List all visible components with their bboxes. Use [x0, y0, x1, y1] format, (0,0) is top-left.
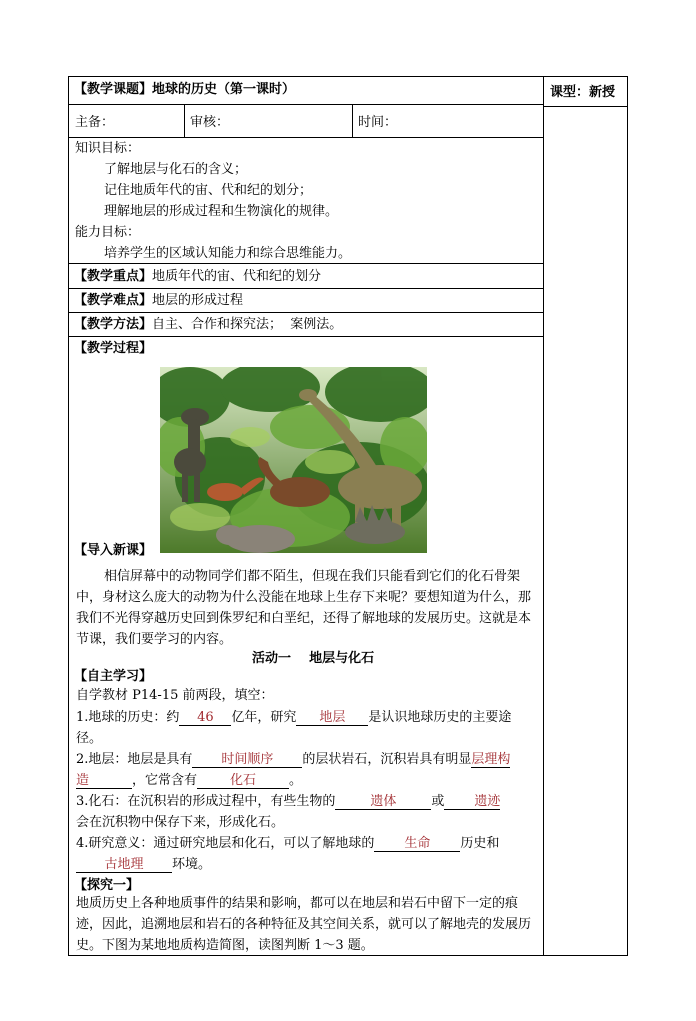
difficult-point-label: 【教学难点】 — [74, 293, 153, 308]
side-column-divider — [543, 76, 544, 956]
difficult-point-value: 地层的形成过程 — [152, 293, 244, 308]
difficult-point — [74, 292, 243, 309]
self-study-label: 【自主学习】 — [74, 669, 153, 684]
q4-text-a: 4.研究意义：通过研究地层和化石，可以了解地球的 — [76, 836, 375, 851]
row-divider — [68, 137, 544, 138]
row-divider — [68, 312, 544, 313]
lesson-title — [74, 81, 295, 98]
time-field: 时间： — [358, 115, 398, 130]
question-4 — [76, 835, 499, 852]
q3-blank-2: 遗迹 — [444, 795, 500, 810]
q2-text-c: ，它常含有 — [132, 773, 198, 788]
q2-blank-1: 时间顺序 — [192, 753, 302, 768]
method-label: 【教学方法】 — [74, 317, 153, 332]
reviewer-field: 审核： — [190, 115, 230, 130]
side-row-divider — [543, 106, 627, 107]
knowledge-item: 记住地质年代的宙、代和纪的划分； — [104, 183, 313, 198]
q2-text-b: 的层状岩石，沉积岩具有明显 — [302, 752, 472, 767]
question-4-wrap — [76, 856, 211, 873]
ability-heading: 能力目标： — [75, 225, 141, 240]
question-1 — [76, 709, 511, 726]
knowledge-item: 理解地层的形成过程和生物演化的规律。 — [104, 204, 339, 219]
preparer-field: 主备： — [75, 115, 115, 130]
question-3 — [76, 793, 500, 810]
intro-paragraph: 相信屏幕中的动物同学们都不陌生，但现在我们只能看到它们的化石骨架中，身材这么庞大的动物为什么没能在地球上生存下来呢？要想知道为什么，那我们不光得穿越历史回到侏罗纪和白垩纪，还得了解地球的发展历史。这就是本节课，我们要学习的内容。 — [76, 569, 532, 647]
knowledge-heading: 知识目标： — [75, 141, 141, 156]
knowledge-item: 了解地层与化石的含义； — [104, 162, 248, 177]
title-label: 【教学课题】 — [74, 82, 153, 97]
key-point-value: 地质年代的宙、代和纪的划分 — [152, 269, 322, 284]
table-border-left — [68, 76, 69, 956]
row-divider — [68, 263, 544, 264]
cell-divider — [184, 104, 185, 138]
teaching-method — [74, 316, 342, 333]
row-divider — [68, 288, 544, 289]
self-study-instruction: 自学教材 P14-15 前两段，填空： — [76, 688, 274, 703]
q2-blank-2b: 造 — [76, 774, 132, 789]
explore1-label: 【探究一】 — [74, 878, 140, 893]
question-2 — [76, 751, 510, 768]
q3-text-b: 或 — [431, 794, 445, 809]
q2-text-a: 2.地层：地层是具有 — [76, 752, 193, 767]
q3-blank-1: 遗体 — [335, 795, 431, 810]
q2-text-d: 。 — [289, 773, 303, 788]
explore1-paragraph: 地质历史上各种地质事件的结果和影响，都可以在地层和岩石中留下一定的痕迹，因此，追溯地层和岩石的各种特征及其空间关系，就可以了解地壳的发展历史。下图为某地地质构造简图，读图判断 1～3 题。 — [76, 896, 532, 953]
q4-text-b: 历史和 — [460, 836, 500, 851]
question-3-wrap: 会在沉积物中保存下来，形成化石。 — [76, 815, 285, 830]
key-point — [74, 268, 321, 285]
row-divider — [68, 104, 544, 105]
q4-text-c: 环境。 — [172, 857, 212, 872]
cell-divider — [352, 104, 353, 138]
q2-blank-3: 化石 — [197, 774, 289, 789]
question-2-wrap — [76, 772, 302, 789]
dinosaur-photo — [160, 367, 427, 553]
method-value: 自主、合作和探究法； 案例法。 — [152, 317, 343, 332]
ability-item: 培养学生的区域认知能力和综合思维能力。 — [104, 246, 352, 261]
q1-text-c-part: 是认识地球历史的主要途 — [368, 710, 512, 725]
intro-label: 【导入新课】 — [74, 543, 153, 558]
q3-text-a: 3.化石：在沉积岩的形成过程中，有些生物的 — [76, 794, 336, 809]
q4-blank-2: 古地理 — [76, 858, 172, 873]
key-point-label: 【教学重点】 — [74, 269, 153, 284]
process-label: 【教学过程】 — [74, 341, 153, 356]
q4-blank-1: 生命 — [374, 837, 460, 852]
question-1-wrap: 径。 — [76, 731, 103, 746]
q1-blank-1: 46 — [179, 711, 231, 726]
q1-text-b: 亿年，研究 — [231, 710, 297, 725]
table-border-right — [627, 76, 628, 956]
lesson-type: 课型：新授 — [550, 85, 616, 100]
activity1-title: 活动一 地层与化石 — [252, 651, 375, 666]
row-divider — [68, 336, 544, 337]
q1-text-a: 1.地球的历史：约 — [76, 710, 180, 725]
q1-blank-2: 地层 — [296, 711, 368, 726]
title-value: 地球的历史（第一课时） — [152, 82, 296, 97]
q2-blank-2a: 层理构 — [471, 752, 511, 767]
